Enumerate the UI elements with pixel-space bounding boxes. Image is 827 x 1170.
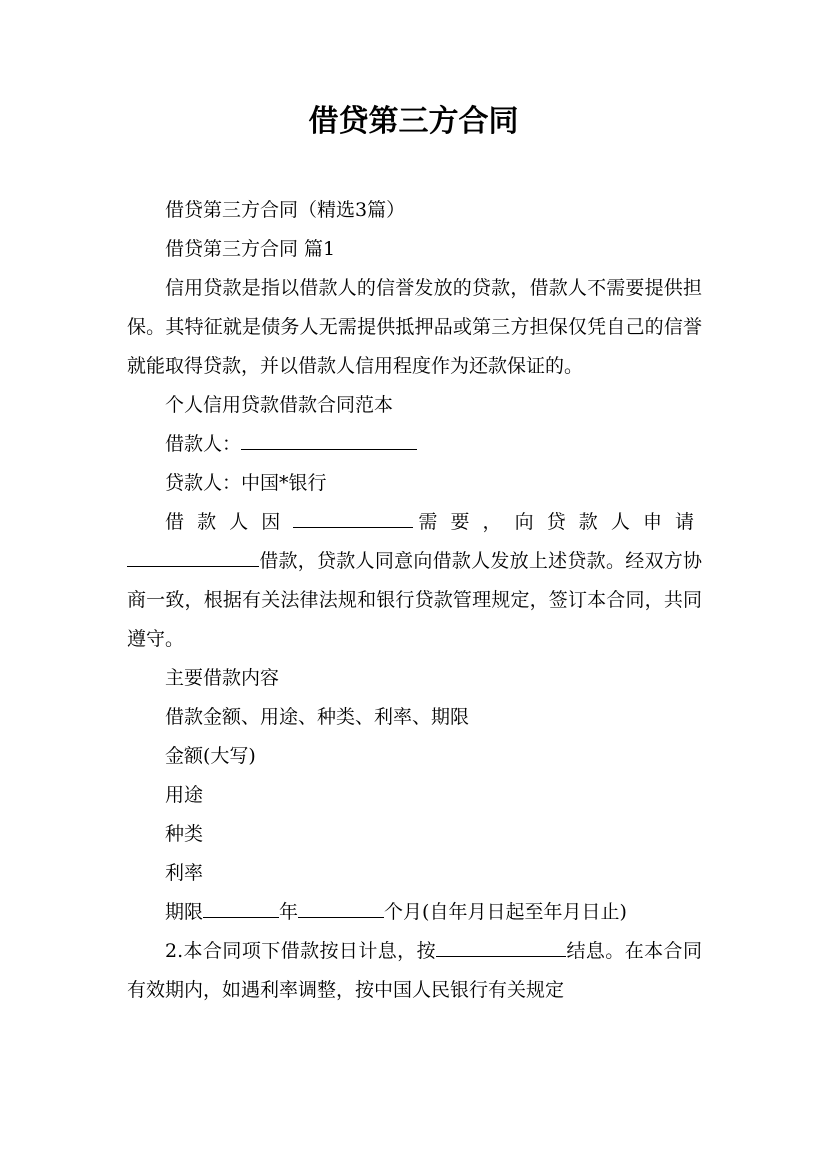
item-use: 用途 xyxy=(165,784,204,806)
borrower-line xyxy=(127,425,702,464)
main-content-heading: 主要借款内容 xyxy=(165,667,280,689)
clause2-a: 2.本合同项下借款按日计息，按 xyxy=(165,940,437,962)
clause-a1: 借款人因 xyxy=(165,511,294,533)
template-title: 个人信用贷款借款合同范本 xyxy=(165,394,394,416)
part-heading: 借贷第三方合同 篇1 xyxy=(165,238,336,260)
term-b: 年 xyxy=(279,901,299,923)
item-rate: 利率 xyxy=(165,862,204,884)
years-blank xyxy=(203,897,279,918)
clause2-b: 结息。在本合同有效期内，如遇利率调整，按中国人民银行有关规定 xyxy=(127,940,702,1001)
items-heading: 借款金额、用途、种类、利率、期限 xyxy=(165,706,470,728)
document-title: 借贷第三方合同 xyxy=(308,104,519,139)
item-amount: 金额(大写) xyxy=(165,745,256,767)
amount-blank xyxy=(127,546,259,567)
interest-clause-paragraph xyxy=(127,932,702,1010)
term-a: 期限 xyxy=(165,901,204,923)
item-type: 种类 xyxy=(165,823,204,845)
lender-line xyxy=(127,464,702,503)
intro-paragraph: 信用贷款是指以借款人的信誉发放的贷款，借款人不需要提供担保。其特征就是债务人无需提供抵押品或第三方担保仅凭自己的信誉就能取得贷款，并以借款人信用程度作为还款保证的。 xyxy=(127,277,702,377)
months-blank xyxy=(298,897,384,918)
loan-clause-paragraph xyxy=(127,503,702,659)
settlement-blank xyxy=(436,936,566,957)
purpose-blank xyxy=(293,507,413,528)
clause-a3: 借款，贷款人同意向借款人发放上述贷款。经双方协商一致，根据有关法律法规和银行贷款管理规定，签订本合同，共同遵守。 xyxy=(127,550,702,650)
borrower-label: 借款人： xyxy=(165,433,242,455)
clause-a2: 需要，向贷款人申请 xyxy=(413,511,702,533)
lender-label: 贷款人： xyxy=(165,472,242,494)
term-line xyxy=(127,893,702,932)
document-body xyxy=(127,191,702,1010)
term-c: 个月(自年月日起至年月日止) xyxy=(384,901,627,923)
lender-value: 中国*银行 xyxy=(241,472,327,494)
subtitle: 借贷第三方合同（精选3篇） xyxy=(165,199,406,221)
borrower-blank xyxy=(241,429,417,450)
